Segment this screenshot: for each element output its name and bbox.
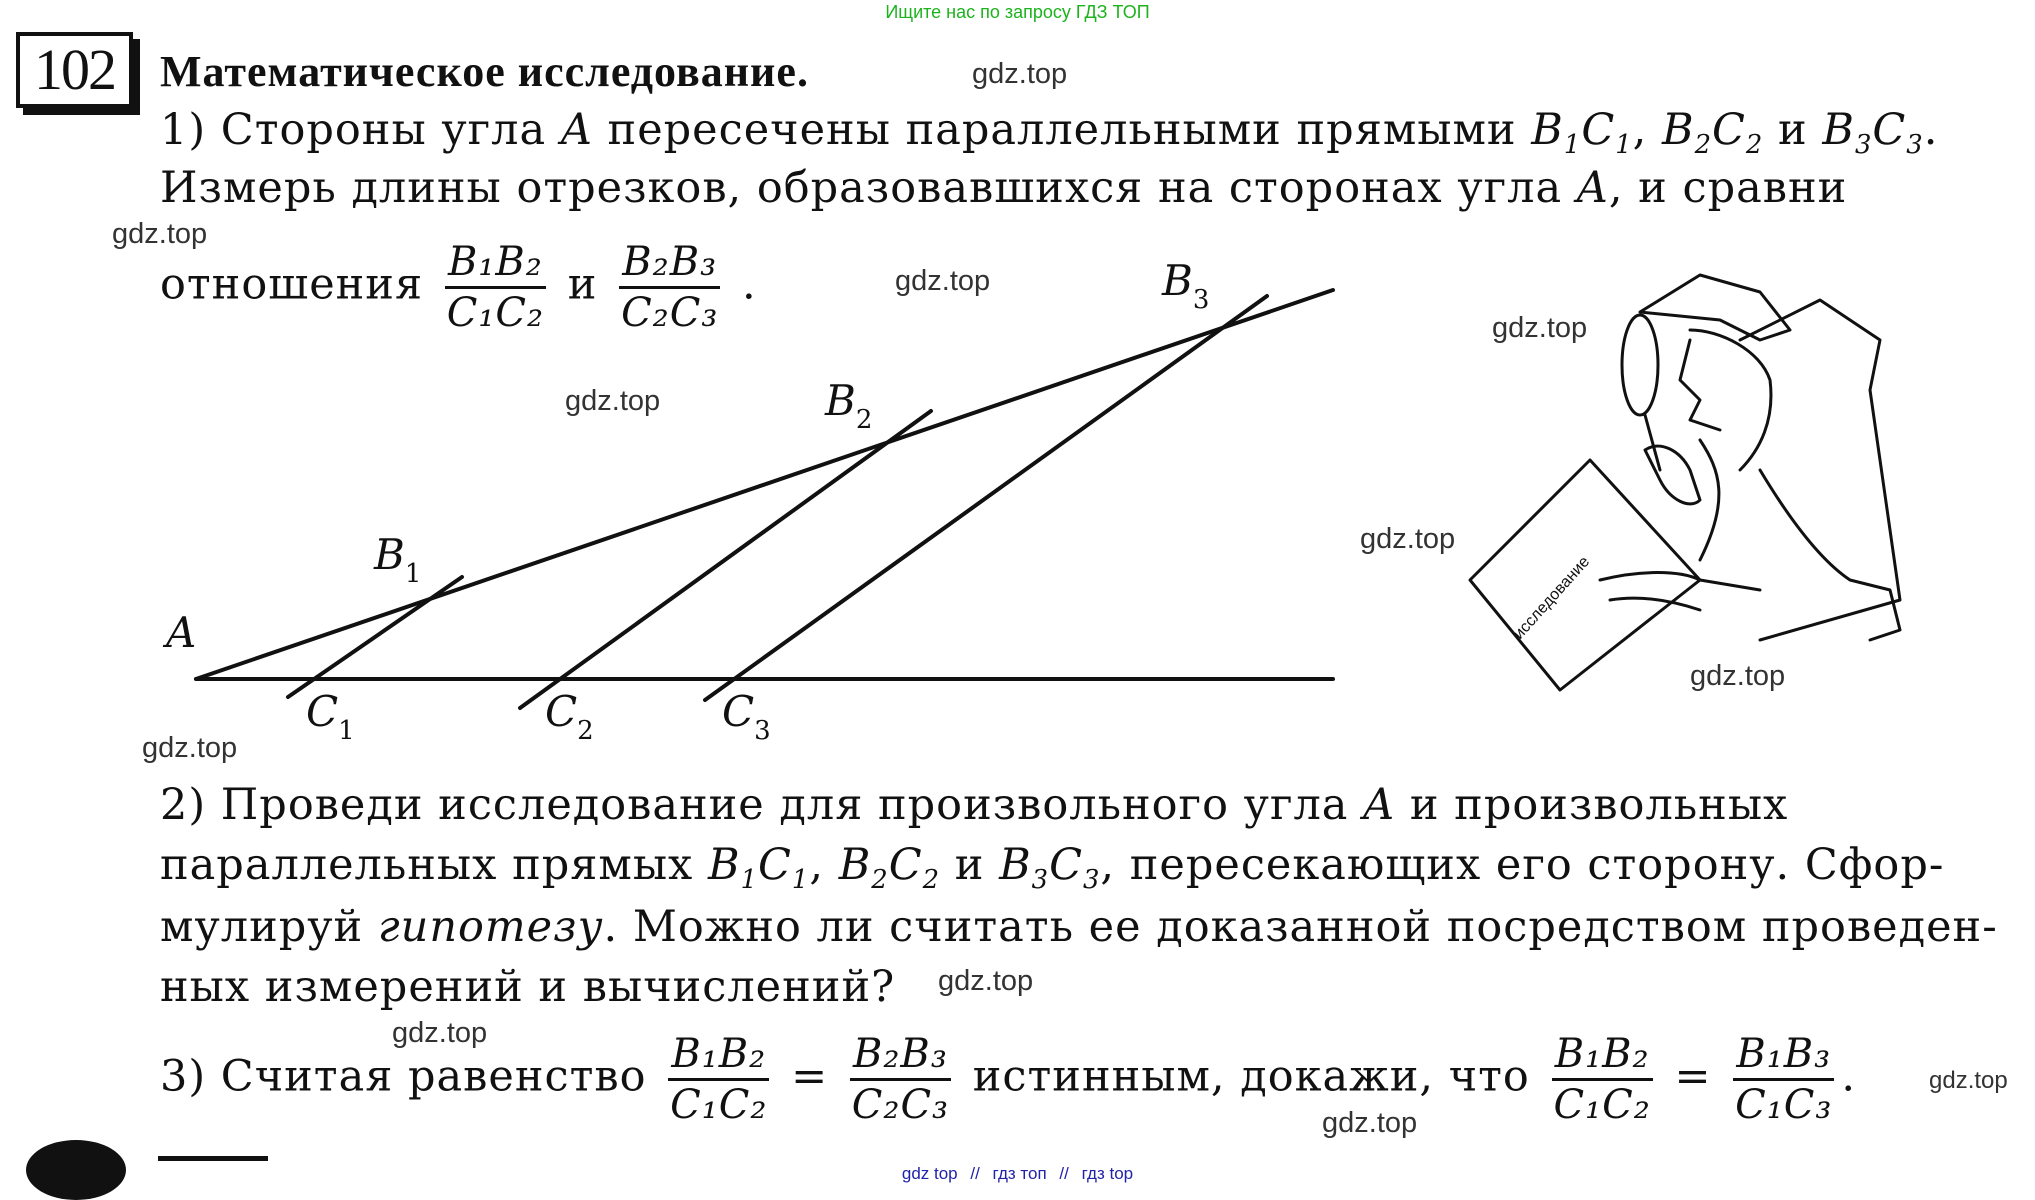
label-B1: $B_1$ xyxy=(374,530,422,589)
top-ad-banner[interactable]: Ищите нас по запросу ГДЗ ТОП xyxy=(885,2,1150,22)
part3-line: 3) Считая равенство $\frac{\text{B₁B₂}}{\text{C₁C₂}}$ = $\frac{\text{B₂B₃}}{\text{C₂C₃}}$ истинным, докажи, что $\frac{\text{B₁B₂}}{\text{C₁C₂}}$ = $\frac{\text{B₁B₃}}{\text{C₁C₃}}$ . xyxy=(160,1031,1857,1128)
footer-separator: // xyxy=(970,1164,980,1183)
frac-num: B₁B₂ xyxy=(445,238,546,289)
and-word-2: и xyxy=(567,259,598,310)
part3-text-a: 3) Считая равенство xyxy=(160,1051,647,1102)
eq2-left: $\frac{\text{B₁B₂}}{\text{C₁C₂}}$ xyxy=(1553,1031,1651,1128)
part2-line2: параллельных прямых $B_1C_1$, $B_2C_2$ и $B_3C_3$, пересекающих его сторону. Сфор- xyxy=(160,840,1945,896)
part1-text-b: пересечены параллельными прямыми xyxy=(607,105,1517,155)
ratios-word: отношения xyxy=(160,259,424,310)
label-C3: $C_3$ xyxy=(722,687,771,746)
watermark: gdz.top xyxy=(565,385,661,417)
eq1-right: $\frac{\text{B₂B₃}}{\text{C₂C₃}}$ xyxy=(851,1031,950,1128)
watermark: gdz.top xyxy=(112,218,208,250)
frac-den: C₂C₃ xyxy=(621,290,719,336)
label-C2: $C_2$ xyxy=(545,687,594,746)
part2-line1: 2) Проведи исследование для произвольного угла A и произвольных xyxy=(160,780,1789,830)
frac-num: B₂B₃ xyxy=(619,238,720,289)
angle-A-ref-2: A xyxy=(1576,163,1609,213)
parallel-line-2 xyxy=(520,411,931,708)
eq2-right: $\frac{\text{B₁B₃}}{\text{C₁C₃}}$ xyxy=(1735,1031,1833,1128)
footer-links xyxy=(0,1164,2035,1184)
parallel-line-3 xyxy=(705,296,1267,700)
label-A: A xyxy=(166,608,197,657)
part3-text-b: истинным, докажи, что xyxy=(972,1051,1530,1102)
hypothesis-word: гипотезу xyxy=(377,902,604,952)
watermark: gdz.top xyxy=(972,58,1068,90)
line-B1C1: $B_1C_1$ xyxy=(1531,105,1633,161)
magnifier-lens xyxy=(1622,315,1658,415)
folder-label: исследование xyxy=(1510,553,1594,643)
part1-text-a: 1) Стороны угла xyxy=(160,105,547,155)
watermark: gdz.top xyxy=(1929,1067,2008,1094)
watermark: gdz.top xyxy=(938,965,1034,997)
part1-line3: отношения $\frac{\text{B₁B₂}}{\text{C₁C₂}}$ и $\frac{\text{B₂B₃}}{\text{C₂C₃}}$ . xyxy=(160,239,757,336)
footer-link[interactable]: гдз топ xyxy=(992,1164,1047,1183)
problem-title: Математическое исследование. xyxy=(160,47,809,96)
watermark: gdz.top xyxy=(392,1017,488,1049)
footer-separator: // xyxy=(1059,1164,1069,1183)
line-B3C3: $B_3C_3$ xyxy=(1822,105,1924,161)
watermark: gdz.top xyxy=(895,265,991,297)
problem-number: 102 xyxy=(16,32,133,108)
angle-ray-upper xyxy=(196,290,1333,679)
part1-text-c: Измерь длины отрезков, образовавшихся на сторонах угла xyxy=(160,163,1563,213)
decorative-rule xyxy=(158,1156,268,1161)
label-B3: $B_3$ xyxy=(1162,256,1210,315)
part1-text-d: , и сравни xyxy=(1608,163,1848,213)
label-B2: $B_2$ xyxy=(825,376,873,435)
frac-den: C₁C₂ xyxy=(446,290,545,336)
folder xyxy=(1470,460,1700,690)
footer-link[interactable]: gdz top xyxy=(901,1164,958,1183)
footer-link[interactable]: гдз top xyxy=(1081,1164,1134,1183)
watermark: gdz.top xyxy=(1360,523,1456,555)
part2-line3: мулируй гипотезу. Можно ли считать ее доказанной посредством проведен- xyxy=(160,902,1998,952)
angle-A-ref: A xyxy=(560,105,593,155)
watermark: gdz.top xyxy=(1322,1107,1418,1139)
part2-line4: ных измерений и вычислений? xyxy=(160,962,896,1012)
watermark: gdz.top xyxy=(1690,660,1786,692)
watermark: gdz.top xyxy=(1492,312,1588,344)
line-B2C2: $B_2C_2$ xyxy=(1661,105,1764,161)
label-C1: $C_1$ xyxy=(306,687,355,746)
watermark: gdz.top xyxy=(142,732,238,764)
and-word: и xyxy=(1778,105,1808,155)
eq1-left: $\frac{\text{B₁B₂}}{\text{C₁C₂}}$ xyxy=(670,1031,768,1128)
part1-line1: 1) Стороны угла A пересечены параллельными прямыми $B_1C_1$, $B_2C_2$ и $B_3C_3$. xyxy=(160,105,1939,161)
